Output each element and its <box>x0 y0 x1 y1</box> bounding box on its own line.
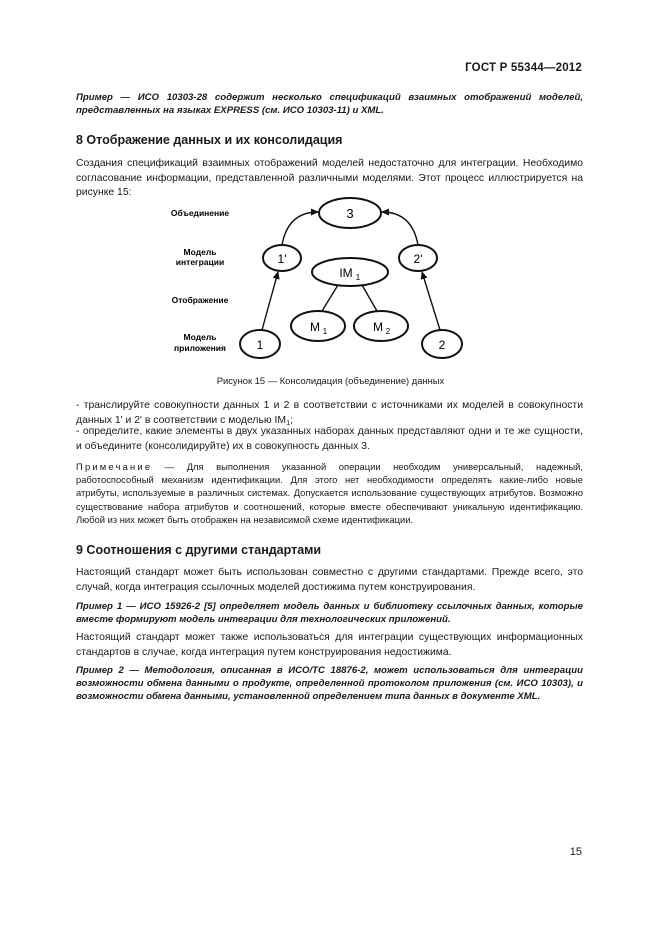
label-mapping: Отображение <box>171 295 229 305</box>
label-integration-model-2: интеграции <box>175 257 225 267</box>
label-app-model-2: приложения <box>174 343 226 353</box>
section-9-title: 9 Соотношения с другими стандартами <box>76 543 322 557</box>
section-8-title: 8 Отображение данных и их консолидация <box>76 133 343 147</box>
section-9-para-1: Настоящий стандарт может быть использован совместно с другими стандартами. Прежде всего, это случай, когда интеграция ссылочных моделей достижима путем конструирования. <box>76 567 583 593</box>
bullet-2: - определите, какие элементы в двух указанных наборах данных представляют одни и те же сущности, и объедините (консолидируйте) их в совокупность данных 3. <box>76 426 583 452</box>
example-2: Пример 2 — Методология, описанная в ИСО/ТС 18876-2, может использоваться для интеграции возможности обмена данными о продукте, определенной протоколом приложения (см. ИСО 10303), и возможности обмена данными, установленной определением типа данных в документе XML. <box>76 665 583 702</box>
label-union: Объединение <box>170 208 230 218</box>
edge-1-to-1prime <box>262 272 278 330</box>
page-number: 15 <box>569 846 582 858</box>
label-app-model-1: Модель <box>183 332 217 342</box>
consolidation-figure <box>150 190 480 370</box>
bullet-1 <box>76 399 583 428</box>
note-label: Примечание <box>76 461 153 472</box>
node-1-prime-label: 1' <box>277 252 287 266</box>
edge-im-to-m2 <box>362 285 377 311</box>
bullet-1-sub: 1 <box>286 417 291 427</box>
edge-2prime-to-3 <box>382 212 418 245</box>
node-im1-sub: 1 <box>355 273 361 282</box>
document-id: ГОСТ Р 55344—2012 <box>465 62 582 74</box>
section-9-para-2: Настоящий стандарт может также использоваться для интеграции существующих информационных стандартов в случае, когда интеграция путем конструирования недостижима. <box>76 632 583 658</box>
node-m2-label: M <box>373 320 383 334</box>
example-top: Пример — ИСО 10303-28 содержит несколько спецификаций взаимных отображений моделей, представленных на языках EXPRESS (см. ИСО 10303-11) и XML. <box>76 92 583 116</box>
section-8-intro: Создания спецификаций взаимных отображений моделей недостаточно для интеграции. Необходимо согласование информации, представленной различными моделями. Этот процесс иллюстрируется на рисунке 15: <box>76 158 583 199</box>
example-1: Пример 1 — ИСО 15926-2 [5] определяет модель данных и библиотеку ссылочных данных, которые вместе формируют модель интеграции для технологических приложений. <box>76 601 583 625</box>
node-m1-sub: 1 <box>322 327 328 336</box>
node-m2-sub: 2 <box>385 327 391 336</box>
node-im1-label: IM <box>339 266 353 280</box>
bullet-1-text: - транслируйте совокупности данных 1 и 2 в соответствии с источниками их моделей в совокупности данных 1' и 2' в соответствии с моделью IM <box>76 400 583 426</box>
edge-1prime-to-3 <box>282 212 318 245</box>
node-2-prime-label: 2' <box>413 252 423 266</box>
label-integration-model-1: Модель <box>183 247 217 257</box>
bullet-1-end: ; <box>290 414 294 426</box>
edge-2-to-2prime <box>422 272 440 330</box>
figure-caption: Рисунок 15 — Консолидация (объединение) данных <box>216 375 445 386</box>
node-m1-label: M <box>310 320 320 334</box>
edge-im-to-m1 <box>322 285 338 311</box>
node-3-label: 3 <box>346 206 354 221</box>
node-2-label: 2 <box>438 338 446 352</box>
note-text: — Для выполнения указанной операции необходим универсальный, надежный, работоспособный механизм идентификации. Для этого нет необходимости определять какие-либо новые атрибуты, используемые в различных системах. Допускается использование существующих атрибутов. Возможно существование набора атрибутов и соотношений, которые вместе обеспечивают уникальную идентификацию. Любой из них может быть отображен на независимой схеме идентификации. <box>76 461 583 525</box>
node-1-label: 1 <box>256 338 264 352</box>
note <box>76 460 583 526</box>
